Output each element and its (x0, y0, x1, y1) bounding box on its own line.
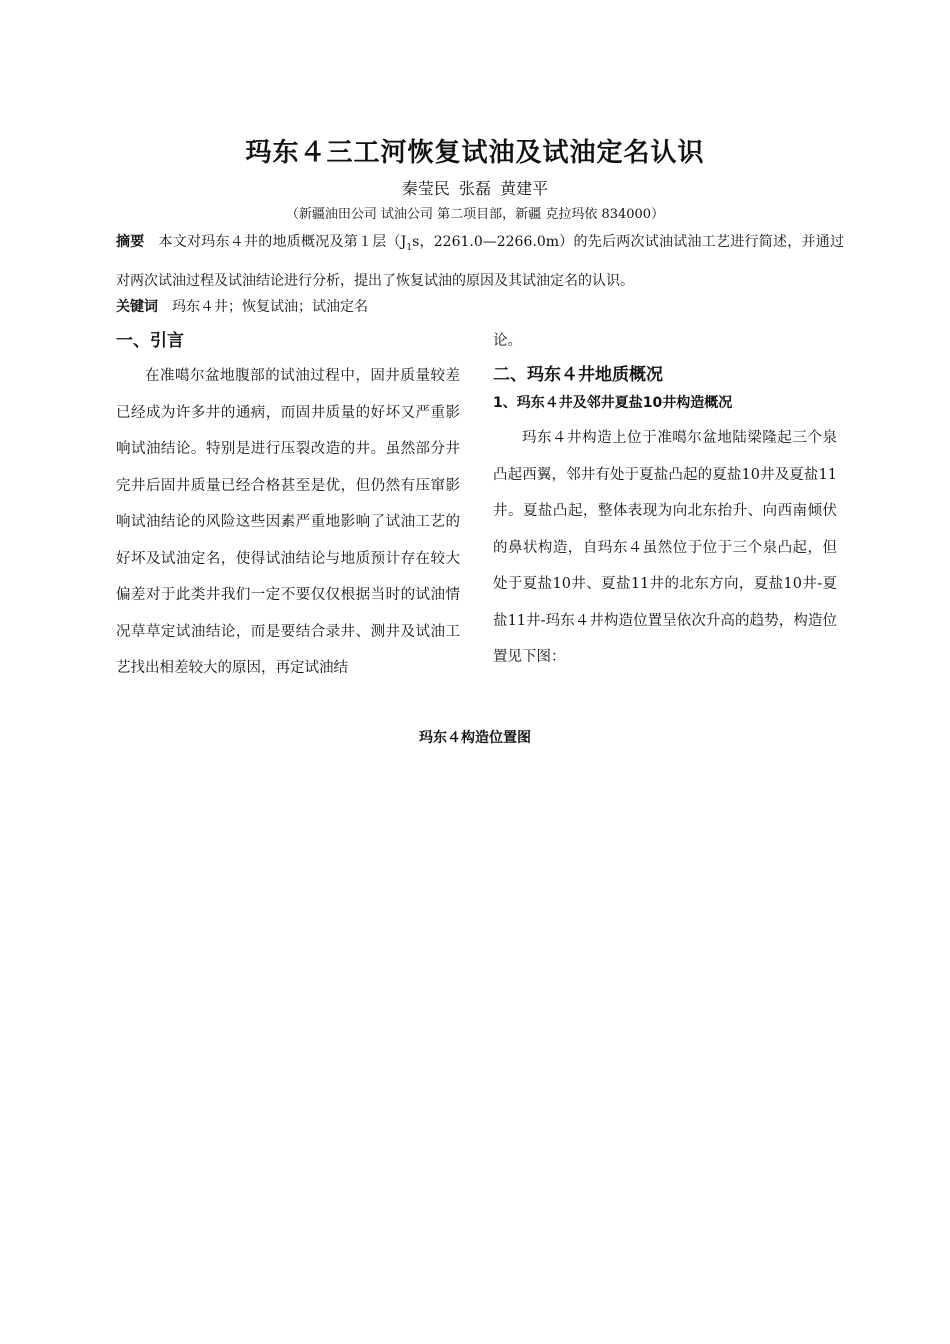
abstract-label: 摘要 (116, 234, 145, 250)
abstract-text-part2: s，2261.0—2266.0m）的先后两次试油试油工艺进行简述，并通过对两次试油过程及试油结论进行分析，提出了恢复试油的原因及其试油定名的认识。 (116, 234, 844, 289)
section-heading-geology: 二、玛东４井地质概况 (493, 365, 663, 385)
keywords-label: 关键词 (116, 299, 158, 315)
abstract (116, 226, 844, 298)
author-list: 秦莹民 张磊 黄建平 (401, 179, 549, 198)
keywords-text: 玛东４井；恢复试油；试油定名 (172, 299, 368, 315)
introduction-continuation: 论。 (493, 333, 522, 349)
paper-title: 玛东４三工河恢复试油及试油定名认识 (245, 138, 705, 168)
right-column (493, 328, 837, 676)
abstract-subscript: 1 (406, 242, 413, 253)
section-heading-introduction: 一、引言 (116, 331, 184, 351)
figure-caption: 玛东４构造位置图 (419, 730, 531, 746)
left-column (116, 328, 460, 687)
abstract-text-part1: 本文对玛东４井的地质概况及第１层（J (158, 234, 407, 250)
affiliation: （新疆油田公司 试油公司 第二项目部，新疆 克拉玛依 834000） (285, 207, 665, 222)
geology-paragraph: 玛东４井构造上位于准噶尔盆地陆梁隆起三个泉凸起西翼，邻井有处于夏盐凸起的夏盐10井及夏盐11井。夏盐凸起，整体表现为向北东抬升、向西南倾伏的鼻状构造，自玛东４虽然位于位于三个泉凸起，但处于夏盐10井、夏盐11井的北东方向，夏盐10井-夏盐11井-玛东４井构造位置呈依次升高的趋势，构造位置见下图： (493, 430, 837, 665)
introduction-paragraph: 在准噶尔盆地腹部的试油过程中，固井质量较差已经成为许多井的通病，而固井质量的好坏又严重影响试油结论。特别是进行压裂改造的井。虽然部分井完井后固井质量已经合格甚至是优，但仍然有压窜影响试油结论的风险这些因素严重地影响了试油工艺的好坏及试油定名，使得试油结论与地质预计存在较大偏差对于此类井我们一定不要仅仅根据当时的试油情况草草定试油结论，而是要结合录井、测井及试油工艺找出相差较大的原因，再定试油结 (116, 368, 460, 676)
subsection-heading-structure: 1、玛东４井及邻井夏盐10井构造概况 (493, 395, 733, 411)
keywords (116, 296, 844, 318)
